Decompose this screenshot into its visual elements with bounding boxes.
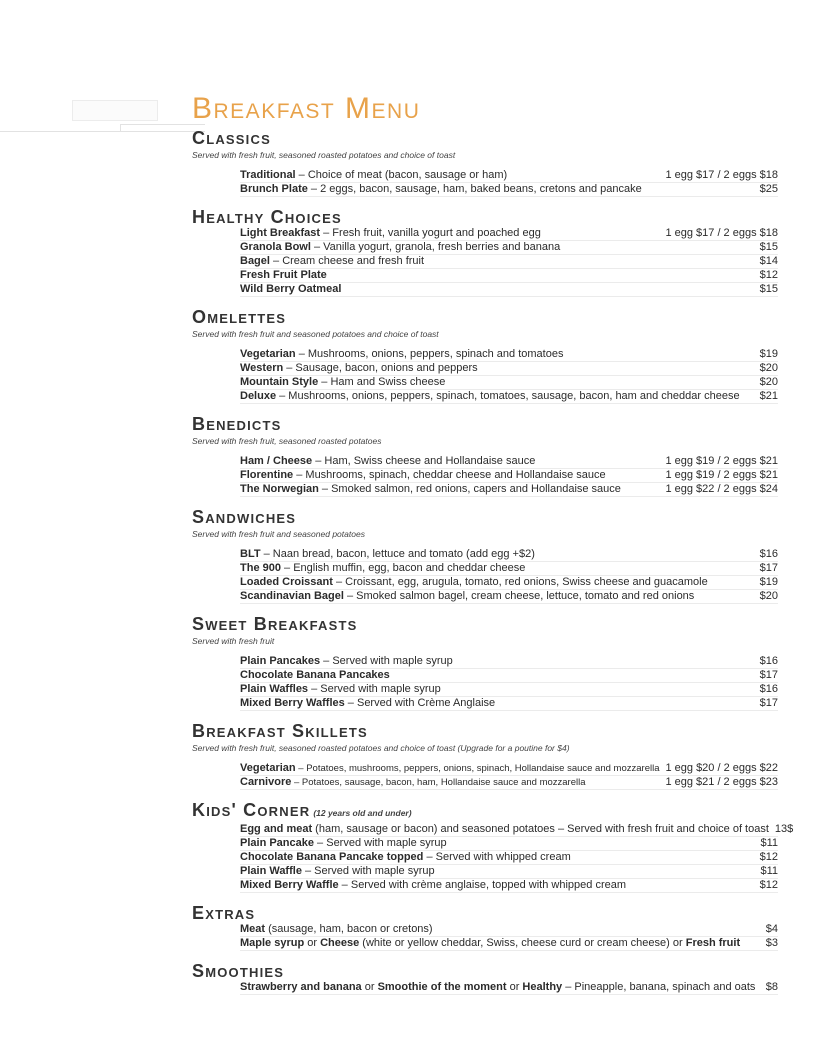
- item-name: Bagel: [240, 255, 270, 267]
- item-price: $12: [759, 269, 778, 281]
- menu-item: [240, 390, 778, 404]
- section-extras: [192, 903, 778, 951]
- section-note: Served with fresh fruit and seasoned potatoes: [192, 529, 365, 539]
- menu-item: [240, 669, 778, 683]
- item-detail: – Served with maple syrup: [314, 837, 447, 849]
- item-description: [240, 851, 571, 864]
- menu-item: [240, 469, 778, 483]
- item-price: $12: [759, 879, 778, 891]
- menu-item: [240, 923, 778, 937]
- item-list: [240, 227, 778, 297]
- item-detail: – Served with crème anglaise, topped with whipped cream: [338, 879, 626, 891]
- item-name: Brunch Plate: [240, 183, 308, 195]
- item-price: $20: [759, 376, 778, 388]
- item-price: $4: [765, 923, 778, 935]
- item-detail: – Cream cheese and fresh fruit: [269, 255, 425, 267]
- item-detail: – Naan bread, bacon, lettuce and tomato (add egg +$2): [260, 548, 535, 560]
- item-description: [240, 255, 424, 268]
- item-detail: – Served with maple syrup: [308, 683, 441, 695]
- menu-item: [240, 851, 778, 865]
- item-price: $17: [759, 697, 778, 709]
- menu-item: [240, 183, 778, 197]
- section-sandwiches: [192, 507, 778, 604]
- item-name: Plain Waffle: [240, 865, 302, 877]
- menu-item: [240, 837, 778, 851]
- item-name: Plain Waffles: [240, 683, 309, 695]
- item-name: Deluxe: [240, 390, 277, 402]
- item-name: The 900: [240, 562, 281, 574]
- item-detail: (ham, sausage or bacon) and seasoned potatoes – Served with fresh fruit and choice of toast: [312, 823, 769, 835]
- item-description: [240, 169, 507, 182]
- menu-item: [240, 776, 778, 790]
- item-detail: – Smoked salmon, red onions, capers and Hollandaise sauce: [318, 483, 621, 495]
- item-detail: or: [506, 981, 523, 993]
- item-description: [240, 776, 586, 789]
- item-detail: – Mushrooms, onions, peppers, spinach and tomatoes: [295, 348, 564, 360]
- item-detail: – Ham, Swiss cheese and Hollandaise sauce: [312, 455, 536, 467]
- menu-item: [240, 879, 778, 893]
- item-price: $12: [759, 851, 778, 863]
- item-description: [240, 683, 441, 696]
- item-name: Florentine: [240, 469, 294, 481]
- item-price: $16: [759, 548, 778, 560]
- item-description: [240, 655, 453, 668]
- item-name: Plain Pancake: [240, 837, 314, 849]
- item-detail: – Served with whipped cream: [423, 851, 571, 863]
- item-name: BLT: [240, 548, 261, 560]
- item-description: [240, 576, 708, 589]
- menu-item: [240, 937, 778, 951]
- section-kids-corner: [192, 800, 794, 893]
- item-name: Chocolate Banana Pancakes: [240, 669, 390, 681]
- item-description: [240, 183, 642, 196]
- item-price: $8: [765, 981, 778, 993]
- item-description: [240, 390, 740, 403]
- menu-item: [240, 865, 778, 879]
- item-detail: – Fresh fruit, vanilla yogurt and poached egg: [320, 227, 541, 239]
- item-detail: – Ham and Swiss cheese: [318, 376, 446, 388]
- item-price: $25: [759, 183, 778, 195]
- section-title-text: Kids' Corner: [192, 800, 311, 820]
- item-list: [240, 923, 778, 951]
- item-price: 1 egg $17 / 2 eggs $18: [665, 169, 778, 181]
- item-name: Smoothie of the moment: [377, 981, 507, 993]
- item-list: [240, 348, 778, 404]
- menu-item: [240, 169, 778, 183]
- menu-item: [240, 483, 778, 497]
- menu-item: [240, 762, 778, 776]
- item-name: Mountain Style: [240, 376, 319, 388]
- item-price: $15: [759, 283, 778, 295]
- item-price: 1 egg $20 / 2 eggs $22: [665, 762, 779, 774]
- menu-item: [240, 348, 778, 362]
- item-name: Mixed Berry Waffle: [240, 879, 339, 891]
- item-description: [240, 469, 606, 482]
- item-price: 1 egg $22 / 2 eggs $24: [665, 483, 778, 495]
- item-detail: (sausage, ham, bacon or cretons): [265, 923, 433, 935]
- menu-item: [240, 590, 778, 604]
- item-detail: – Potatoes, mushrooms, peppers, onions, spinach, Hollandaise sauce and mozzarella: [295, 763, 660, 774]
- item-name: Traditional: [240, 169, 296, 181]
- item-price: $19: [759, 576, 778, 588]
- item-price: 1 egg $19 / 2 eggs $21: [665, 469, 778, 481]
- section-sweet-breakfasts: [192, 614, 778, 711]
- item-name: Ham / Cheese: [240, 455, 313, 467]
- breakfast-menu: [192, 92, 794, 995]
- item-description: [240, 227, 541, 240]
- section-title: Benedicts: [192, 414, 282, 434]
- menu-item: [240, 683, 778, 697]
- item-description: [240, 981, 755, 994]
- decorative-rule: [120, 124, 121, 131]
- item-name: Light Breakfast: [240, 227, 321, 239]
- item-detail: – Potatoes, sausage, bacon, ham, Hollandaise sauce and mozzarella: [291, 777, 586, 788]
- section-note: Served with fresh fruit, seasoned roasted potatoes: [192, 436, 382, 446]
- item-price: $3: [765, 937, 778, 949]
- item-detail: – 2 eggs, bacon, sausage, ham, baked beans, cretons and pancake: [307, 183, 642, 195]
- item-name: Healthy: [522, 981, 563, 993]
- item-description: [240, 669, 390, 682]
- item-description: [240, 348, 563, 361]
- item-price: $15: [759, 241, 778, 253]
- section-benedicts: [192, 414, 778, 497]
- item-price: 1 egg $19 / 2 eggs $21: [665, 455, 778, 467]
- item-description: [240, 762, 659, 775]
- item-description: [240, 283, 341, 296]
- item-detail: – Smoked salmon bagel, cream cheese, lettuce, tomato and red onions: [343, 590, 695, 602]
- item-list: [240, 655, 778, 711]
- section-note: Served with fresh fruit, seasoned roasted potatoes and choice of toast: [192, 150, 456, 160]
- item-list: [240, 169, 778, 197]
- item-detail: – Served with Crème Anglaise: [344, 697, 496, 709]
- section-title: Classics: [192, 128, 271, 148]
- item-price: 13$: [774, 823, 794, 835]
- item-name: Plain Pancakes: [240, 655, 321, 667]
- menu-item: [240, 376, 778, 390]
- item-price: $20: [759, 362, 778, 374]
- item-detail: – Choice of meat (bacon, sausage or ham): [295, 169, 508, 181]
- item-description: [240, 865, 435, 878]
- item-name: Strawberry and banana: [240, 981, 362, 993]
- item-price: $11: [760, 865, 778, 877]
- menu-item: [240, 241, 778, 255]
- item-detail: – Served with maple syrup: [320, 655, 453, 667]
- item-detail: – Croissant, egg, arugula, tomato, red onions, Swiss cheese and guacamole: [332, 576, 708, 588]
- menu-item: [240, 823, 794, 837]
- item-detail: – Vanilla yogurt, granola, fresh berries and banana: [310, 241, 561, 253]
- item-list: [240, 981, 778, 995]
- item-description: [240, 697, 495, 710]
- section-title: Sweet Breakfasts: [192, 614, 358, 634]
- item-name: Mixed Berry Waffles: [240, 697, 345, 709]
- item-name: Granola Bowl: [240, 241, 311, 253]
- menu-item: [240, 227, 778, 241]
- item-price: $19: [759, 348, 778, 360]
- section-title: Extras: [192, 903, 256, 923]
- item-price: 1 egg $21 / 2 eggs $23: [665, 776, 778, 788]
- section-title: Smoothies: [192, 961, 285, 981]
- item-price: $16: [759, 683, 778, 695]
- menu-item: [240, 362, 778, 376]
- item-name: Carnivore: [240, 776, 292, 788]
- item-detail: – Mushrooms, onions, peppers, spinach, tomatoes, sausage, bacon, ham and cheddar cheese: [276, 390, 740, 402]
- item-name: Meat: [240, 923, 266, 935]
- menu-item: [240, 269, 778, 283]
- age-note: (12 years old and under): [313, 808, 412, 818]
- item-price: $11: [760, 837, 778, 849]
- item-description: [240, 362, 478, 375]
- item-description: [240, 562, 525, 575]
- item-detail: or: [361, 981, 378, 993]
- menu-item: [240, 255, 778, 269]
- section-smoothies: [192, 961, 778, 995]
- item-description: [240, 548, 535, 561]
- item-price: $17: [759, 562, 778, 574]
- item-detail: – Pineapple, banana, spinach and oats: [562, 981, 756, 993]
- item-name: Vegetarian: [240, 348, 296, 360]
- item-description: [240, 923, 433, 936]
- item-description: [240, 937, 740, 950]
- item-name: Western: [240, 362, 284, 374]
- item-description: [240, 376, 445, 389]
- item-name: Scandinavian Bagel: [240, 590, 344, 602]
- item-price: $16: [759, 655, 778, 667]
- menu-item: [240, 283, 778, 297]
- item-name: Egg and meat: [240, 823, 313, 835]
- item-list: [240, 762, 778, 790]
- section-note: Served with fresh fruit, seasoned roasted potatoes and choice of toast (Upgrade for a poutine for $4): [192, 743, 570, 753]
- item-name: Vegetarian: [240, 762, 296, 774]
- item-description: [240, 455, 535, 468]
- item-price: 1 egg $17 / 2 eggs $18: [665, 227, 778, 239]
- item-detail: – Sausage, bacon, onions and peppers: [283, 362, 478, 374]
- section-note: Served with fresh fruit: [192, 636, 275, 646]
- item-detail: – Served with maple syrup: [301, 865, 435, 877]
- menu-item: [240, 697, 778, 711]
- item-name: Maple syrup: [240, 937, 305, 949]
- item-description: [240, 879, 626, 892]
- section-title: Breakfast Skillets: [192, 721, 368, 741]
- section-breakfast-skillets: [192, 721, 778, 790]
- menu-item: [240, 981, 778, 995]
- item-name: Cheese: [320, 937, 360, 949]
- section-note: Served with fresh fruit and seasoned potatoes and choice of toast: [192, 329, 439, 339]
- menu-title: Breakfast Menu: [192, 92, 421, 125]
- item-detail: – Mushrooms, spinach, cheddar cheese and Hollandaise sauce: [293, 469, 606, 481]
- item-name: The Norwegian: [240, 483, 319, 495]
- item-name: Wild Berry Oatmeal: [240, 283, 342, 295]
- item-list: [240, 548, 778, 604]
- item-name: Fresh fruit: [685, 937, 741, 949]
- item-description: [240, 241, 560, 254]
- item-list: [240, 455, 778, 497]
- item-price: $20: [759, 590, 778, 602]
- item-name: Fresh Fruit Plate: [240, 269, 327, 281]
- item-detail: (white or yellow cheddar, Swiss, cheese curd or cream cheese) or: [359, 937, 686, 949]
- item-description: [240, 483, 621, 496]
- item-description: [240, 590, 694, 603]
- item-detail: – English muffin, egg, bacon and cheddar cheese: [280, 562, 526, 574]
- item-description: [240, 823, 769, 836]
- menu-item: [240, 548, 778, 562]
- item-price: $14: [759, 255, 778, 267]
- section-classics: [192, 128, 778, 197]
- menu-item: [240, 576, 778, 590]
- section-title: Omelettes: [192, 307, 287, 327]
- menu-item: [240, 455, 778, 469]
- item-description: [240, 837, 447, 850]
- section-title: [192, 800, 778, 823]
- item-name: Chocolate Banana Pancake topped: [240, 851, 424, 863]
- section-title: Healthy Choices: [192, 207, 342, 227]
- item-price: $21: [759, 390, 778, 402]
- item-description: [240, 269, 327, 282]
- section-healthy-choices: [192, 207, 778, 297]
- item-list: [240, 823, 794, 893]
- decorative-rule: [0, 131, 205, 132]
- section-title: Sandwiches: [192, 507, 297, 527]
- menu-item: [240, 655, 778, 669]
- item-price: $17: [759, 669, 778, 681]
- item-name: Loaded Croissant: [240, 576, 333, 588]
- item-detail: or: [304, 937, 321, 949]
- section-omelettes: [192, 307, 778, 404]
- decorative-box: [72, 100, 158, 121]
- menu-item: [240, 562, 778, 576]
